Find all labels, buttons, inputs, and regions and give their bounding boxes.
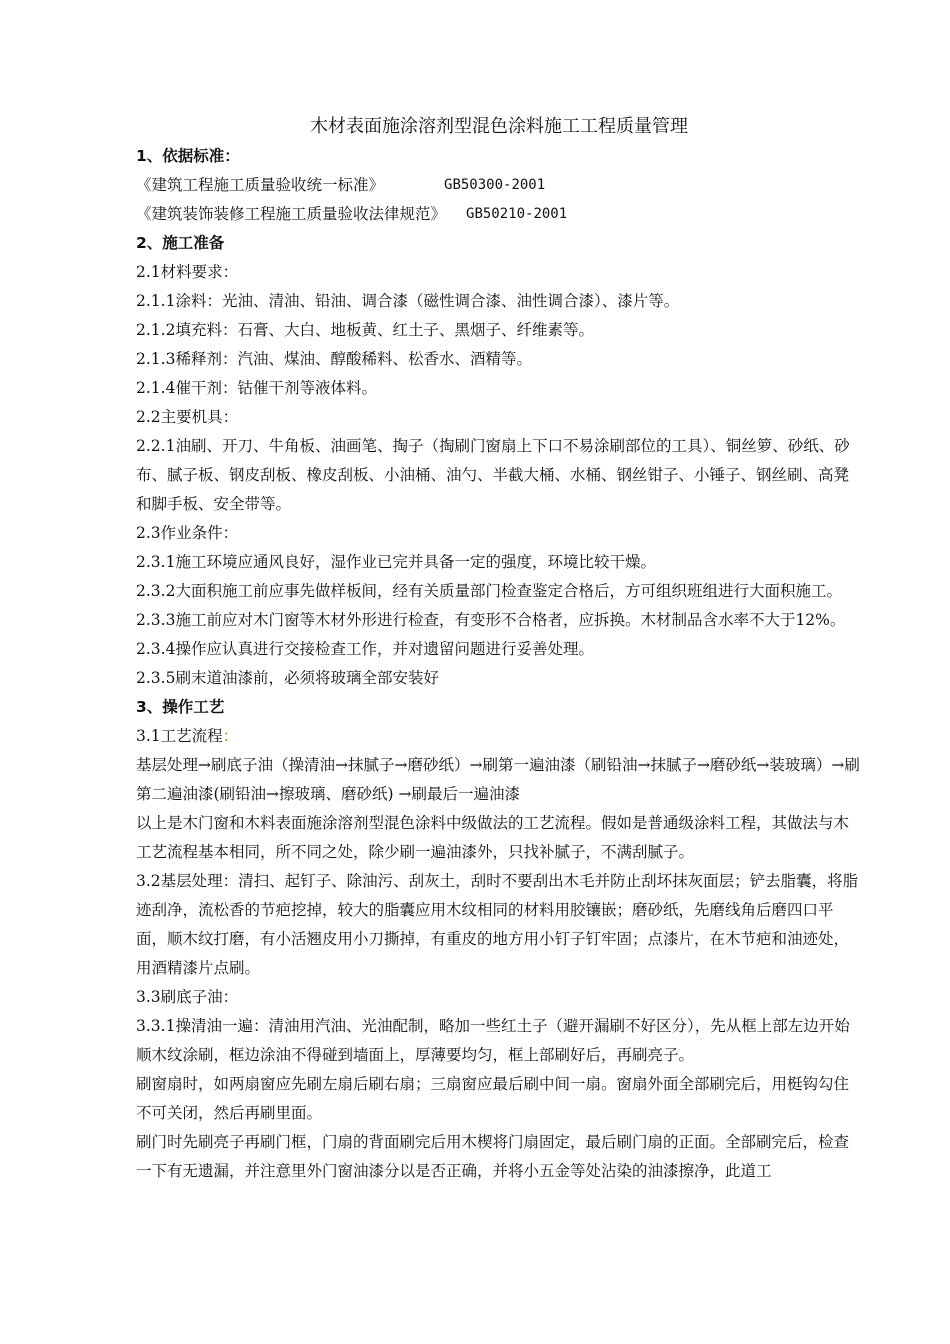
page-title: 木材表面施涂溶剂型混色涂料施工工程质量管理 <box>310 116 688 137</box>
standard-name: 《建筑装饰装修工程施工质量验收法律规范》 <box>136 205 447 223</box>
document-body <box>136 112 862 1186</box>
section-heading-1: 1、依据标准： <box>136 147 240 165</box>
paragraph: 刷窗扇时，如两扇窗应先刷左扇后刷右扇；三扇窗应最后刷中间一扇。窗扇外面全部刷完后，用梃钩勾住不可关闭，然后再刷里面。 <box>136 1075 850 1122</box>
paragraph: 2.3.2大面积施工前应事先做样板间，经有关质量部门检查鉴定合格后，方可组织班组进行大面积施工。 <box>136 582 842 600</box>
paragraph: 2.3.1施工环境应通风良好，湿作业已完并具备一定的强度，环境比较干燥。 <box>136 553 656 571</box>
paragraph: 3.3.1操清油一遍：清油用汽油、光油配制，略加一些红土子（避开漏刷不好区分），先从框上部左边开始顺木纹涂刷，框边涂油不得碰到墙面上，厚薄要均匀，框上部刷好后，再刷亮子。 <box>136 1017 850 1064</box>
paragraph: 以上是木门窗和木料表面施涂溶剂型混色涂料中级做法的工艺流程。假如是普通级涂料工程，其做法与木工艺流程基本相同，所不同之处，除少刷一遍油漆外，只找补腻子，不满刮腻子。 <box>136 814 850 861</box>
standard-code: GB50210-2001 <box>466 206 568 222</box>
standard-reference-2 <box>136 200 862 229</box>
paragraph: 2.2.1油刷、开刀、牛角板、油画笔、掏子（掏刷门窗扇上下口不易涂刷部位的工具）、铜丝箩、砂纸、砂布、腻子板、钢皮刮板、橡皮刮板、小油桶、油勺、半截大桶、水桶、钢丝钳子、小锤子、钢丝刷、高凳和脚手板、安全带等。 <box>136 437 850 513</box>
paragraph <box>136 722 862 751</box>
section-heading-3: 3、操作工艺 <box>136 698 225 716</box>
paragraph: 2.1.3稀释剂：汽油、煤油、醇酸稀料、松香水、酒精等。 <box>136 350 532 368</box>
process-flow: 基层处理→刷底子油（操清油→抹腻子→磨砂纸）→刷第一遍油漆（刷铅油→抹腻子→磨砂纸→装玻璃）→刷第二遍油漆(刷铅油→擦玻璃、磨砂纸) →刷最后一遍油漆 <box>136 756 860 803</box>
paragraph: 2.1.1涂料：光油、清油、铅油、调合漆（磁性调合漆、油性调合漆）、漆片等。 <box>136 292 680 310</box>
paragraph: 2.3.5刷末道油漆前，必须将玻璃全部安装好 <box>136 669 439 687</box>
paragraph: 2.1材料要求： <box>136 263 239 281</box>
paragraph: 刷门时先刷亮子再刷门框，门扇的背面刷完后用木楔将门扇固定，最后刷门扇的正面。全部刷完后，检查一下有无遗漏，并注意里外门窗油漆分以是否正确，并将小五金等处沾染的油漆擦净，此道工 <box>136 1133 850 1180</box>
paragraph: 2.3.3施工前应对木门窗等木材外形进行检查，有变形不合格者，应拆换。木材制品含水率不大于12%。 <box>136 611 846 629</box>
paragraph: 2.1.2填充料：石膏、大白、地板黄、红土子、黑烟子、纤维素等。 <box>136 321 594 339</box>
subheading-colon: ： <box>222 727 239 745</box>
paragraph: 2.3作业条件： <box>136 524 239 542</box>
section-heading-2: 2、施工准备 <box>136 234 225 252</box>
standard-name: 《建筑工程施工质量验收统一标准》 <box>136 176 385 194</box>
paragraph: 3.3刷底子油： <box>136 988 239 1006</box>
paragraph: 2.3.4操作应认真进行交接检查工作，并对遗留问题进行妥善处理。 <box>136 640 594 658</box>
standard-reference-1 <box>136 171 862 200</box>
standard-code: GB50300-2001 <box>444 177 546 193</box>
paragraph: 3.2基层处理：清扫、起钉子、除油污、刮灰土，刮时不要刮出木毛并防止刮坏抹灰面层；铲去脂囊，将脂迹刮净，流松香的节疤挖掉，较大的脂囊应用木纹相同的材料用胶镶嵌；磨砂纸，先磨线角后磨四口平面，顺木纹打磨，有小活翘皮用小刀撕掉，有重皮的地方用小钉子钉牢固；点漆片，在木节疤和油迹处，用酒精漆片点刷。 <box>136 872 859 977</box>
paragraph: 2.2主要机具： <box>136 408 239 426</box>
paragraph: 2.1.4催干剂：钴催干剂等液体料。 <box>136 379 377 397</box>
subheading-label: 3.1工艺流程 <box>136 727 223 745</box>
